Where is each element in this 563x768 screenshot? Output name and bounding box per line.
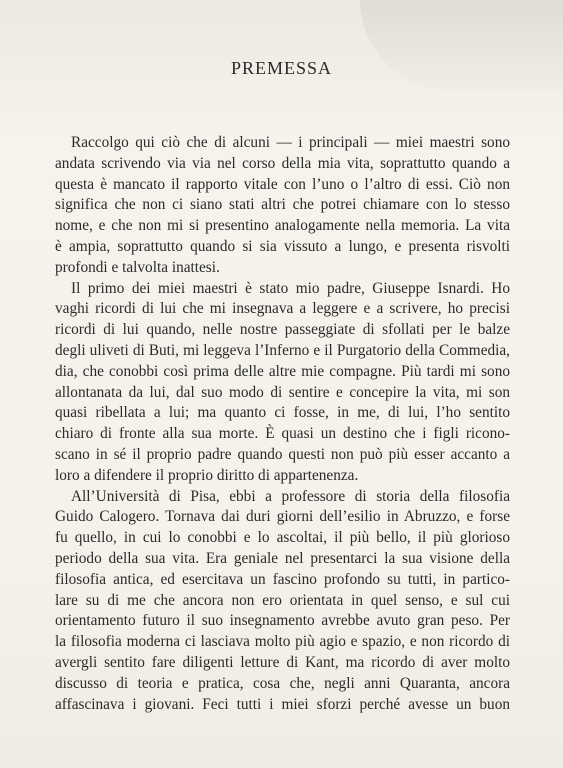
text-line: scano in sé il proprio padre quando questi non può più esser accanto a (55, 445, 510, 463)
text-line: profondi e talvolta inattesi. (55, 258, 220, 276)
text-line: fu quello, in cui lo conobbi e lo ascoltai, il più bello, il più glorioso (55, 529, 510, 547)
text-line: discusso di teoria e pratica, cosa che, negli anni Quaranta, ancora (55, 674, 510, 692)
text-line: questa è mancato il rapporto vitale con l’uno o l’altro di essi. Ciò non (55, 175, 510, 193)
text-line: dia, che conobbi così prima delle altre mie compagne. Più tardi mi sono (55, 362, 510, 380)
text-line: loro a difendere il proprio diritto di appartenenza. (55, 466, 359, 484)
text-line: lare su di me che ancora non ero orientata in quel senso, e sul cui (55, 591, 510, 609)
text-line: periodo della sua vita. Era geniale nel presentarci la sua visione della (55, 549, 510, 567)
chapter-title: PREMESSA (230, 58, 333, 78)
text-line: significa che non ci siano stati altri che potrei chiamare con lo stesso (55, 196, 510, 214)
text-line: la filosofia moderna ci lasciava molto più agio e spazio, e non ricordo di (55, 633, 510, 651)
text-line: Guido Calogero. Tornava dai duri giorni dell’esilio in Abruzzo, e forse (55, 508, 510, 526)
body-text (55, 133, 510, 715)
text-line: vaghi ricordi di lui che mi insegnava a leggere e a scrivere, ho precisi (55, 300, 510, 318)
text-line: nome, e che non mi si presentino analogamente nella memoria. La vita (55, 217, 510, 235)
text-line: avergli sentito fare diligenti letture di Kant, ma ricordo di aver molto (55, 653, 510, 671)
text-line: andata scrivendo via via nel corso della mia vita, soprattutto quando a (55, 154, 510, 172)
text-line: orientamento futuro il suo insegnamento avrebbe avuto gran peso. Per (55, 612, 510, 630)
text-line: Raccolgo qui ciò che di alcuni — i principali — miei maestri sono (71, 134, 510, 151)
text-line: ricordi di lui quando, nelle nostre passeggiate di sfollati per le balze (55, 321, 510, 339)
text-line: filosofia antica, ed esercitava un fascino profondo su tutti, in partico- (55, 570, 510, 588)
text-line: Il primo dei miei maestri è stato mio padre, Giuseppe Isnardi. Ho (71, 279, 510, 297)
text-line: affascinava i giovani. Feci tutti i miei sforzi perché avesse un buon (55, 695, 510, 713)
text-line: allontanata da lui, dal suo modo di sentire e concepire la vita, mi son (55, 383, 510, 401)
text-line: degli uliveti di Buti, mi leggeva l’Inferno e il Purgatorio della Commedia, (55, 341, 510, 359)
text-line: chiaro di fronte alla sua morte. È quasi un destino che i figli ricono- (55, 425, 510, 443)
text-line: quasi ribellata a lui; ma quanto ci fosse, in me, di lui, l’ho sentito (55, 404, 510, 422)
text-line: All’Università di Pisa, ebbi a professore di storia della filosofia (71, 487, 510, 505)
text-line: è ampia, soprattutto quando si sia vissuto a lungo, e presenta risvolti (55, 237, 510, 255)
